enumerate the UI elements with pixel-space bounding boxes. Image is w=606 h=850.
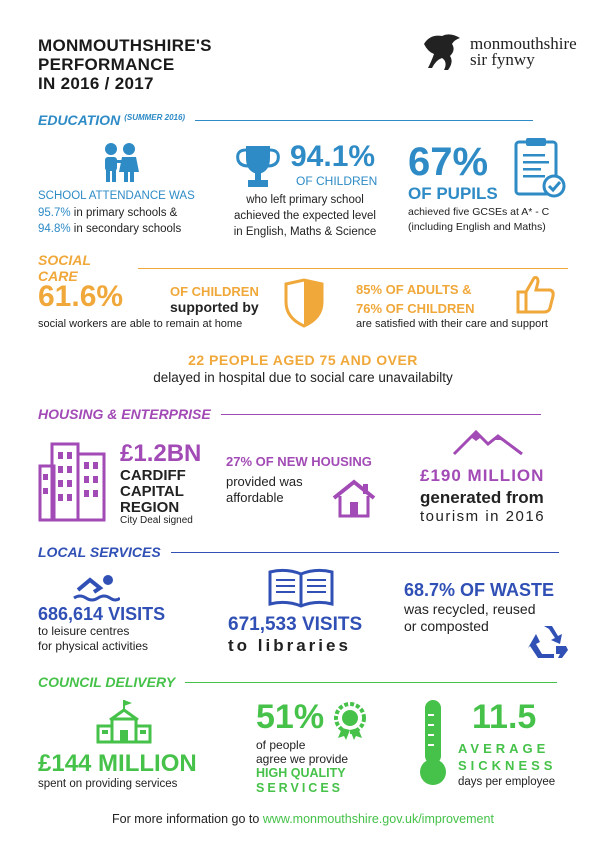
spend-value: £144 MILLION <box>38 750 197 777</box>
sickness-text: days per employee <box>458 776 556 788</box>
waste-value: 68.7% OF WASTE <box>404 580 555 600</box>
affordable-label: OF NEW HOUSING <box>252 454 372 469</box>
children-supported-value: 61.6% <box>38 280 124 313</box>
city-deal-line: CAPITAL <box>120 483 184 500</box>
gcse-label: OF PUPILS <box>408 184 498 203</box>
education-heading-text: EDUCATION <box>38 112 121 128</box>
affordable-text <box>226 474 303 506</box>
housing-heading-text: HOUSING & ENTERPRISE <box>38 406 211 422</box>
thumbs-up-icon <box>514 272 558 316</box>
award-rosette-icon <box>330 700 370 740</box>
satisfaction-headline <box>356 280 474 318</box>
education-subheading: (SUMMER 2016) <box>124 112 186 122</box>
gcse-text-line: (including English and Maths) <box>408 221 546 233</box>
children-supported-label2: supported by <box>170 299 259 315</box>
dragon-icon <box>420 30 464 72</box>
page-title <box>38 36 212 93</box>
quality-text <box>256 738 348 766</box>
quality-text-line: agree we provide <box>256 752 349 766</box>
children-supported-text: social workers are able to remain at home <box>38 318 243 330</box>
affordable-text-line: provided was <box>226 474 303 489</box>
tourism-line-2: generated from <box>420 488 544 507</box>
quality-highlight-line: HIGH QUALITY <box>256 766 346 780</box>
logo-text <box>470 36 577 68</box>
section-divider <box>221 414 541 415</box>
section-heading-local-services <box>38 544 568 560</box>
section-heading-council <box>38 674 568 690</box>
delayed-headline: 22 PEOPLE AGED 75 AND OVER <box>188 352 418 368</box>
spend-text: spent on providing services <box>38 778 178 790</box>
shield-icon <box>282 278 326 328</box>
attendance-primary-text: in primary schools & <box>70 207 178 219</box>
leisure-value: 686,614 VISITS <box>38 604 166 624</box>
city-deal-line: REGION <box>120 499 180 516</box>
school-building-icon <box>96 698 152 744</box>
affordable-value: 27% <box>226 454 253 469</box>
libraries-text: to libraries <box>228 636 351 655</box>
primary-text <box>222 192 388 240</box>
footer-link[interactable]: www.monmouthshire.gov.uk/improvement <box>262 812 494 826</box>
leisure-text-line: to leisure centres <box>38 624 130 638</box>
section-divider <box>171 552 559 553</box>
house-icon <box>330 478 378 518</box>
quality-highlight <box>256 766 346 796</box>
primary-label: OF CHILDREN <box>296 174 378 188</box>
section-heading-housing <box>38 406 568 422</box>
swimmer-icon <box>72 572 120 604</box>
quality-value: 51% <box>256 698 325 736</box>
leisure-text <box>38 624 148 654</box>
logo-line-1: monmouthshire <box>470 34 577 53</box>
attendance-secondary-value: 94.8% <box>38 223 71 235</box>
city-deal-lines <box>120 468 186 516</box>
mountain-icon <box>452 428 524 456</box>
footer <box>0 812 606 826</box>
sickness-line-3: SICKNESS <box>458 758 557 773</box>
title-line-1: MONMOUTHSHIRE'S <box>38 36 212 55</box>
waste-text-line: or composted <box>404 618 489 634</box>
satisfaction-line-1: 85% OF ADULTS & <box>356 282 472 297</box>
section-divider <box>138 268 568 269</box>
social-care-heading-text: SOCIAL CARE <box>38 252 91 284</box>
council-heading-text: COUNCIL DELIVERY <box>38 674 176 690</box>
city-deal-value: £1.2BN <box>120 440 202 467</box>
local-services-heading-text: LOCAL SERVICES <box>38 544 161 560</box>
section-divider <box>185 682 557 683</box>
trophy-icon <box>234 142 282 190</box>
title-line-3: IN 2016 / 2017 <box>38 74 154 93</box>
libraries-value: 671,533 VISITS <box>228 614 363 635</box>
affordable-headline <box>226 454 372 469</box>
attendance-primary-value: 95.7% <box>38 207 71 219</box>
book-icon <box>266 568 336 608</box>
waste-text-line: was recycled, reused <box>404 601 536 617</box>
affordable-text-line: affordable <box>226 490 284 505</box>
tourism-value: £190 MILLION <box>420 466 545 485</box>
children-icon <box>98 140 142 184</box>
buildings-icon <box>38 440 108 522</box>
tourism-line-3: tourism in 2016 <box>420 508 546 525</box>
gcse-text <box>408 205 549 235</box>
sickness-label <box>458 740 556 774</box>
footer-text: For more information go to <box>112 812 263 826</box>
children-supported-label: OF CHILDREN <box>170 284 259 299</box>
sickness-value: 11.5 <box>472 698 537 736</box>
leisure-text-line: for physical activities <box>38 639 149 653</box>
city-deal-note: City Deal signed <box>120 515 193 526</box>
section-heading-education <box>38 112 568 128</box>
logo-line-2: sir fynwy <box>470 50 535 69</box>
quality-text-line: of people <box>256 738 306 752</box>
city-deal-line: CARDIFF <box>120 467 186 484</box>
primary-text-line: achieved the expected level <box>234 210 376 222</box>
title-line-2: PERFORMANCE <box>38 55 175 74</box>
attendance-label: SCHOOL ATTENDANCE WAS <box>38 190 195 202</box>
primary-text-line: who left primary school <box>246 194 364 206</box>
primary-value: 94.1% <box>290 140 376 173</box>
gcse-value: 67% <box>408 140 489 184</box>
thermometer-icon <box>418 698 448 788</box>
attendance-text <box>38 205 181 237</box>
satisfaction-text: are satisfied with their care and support <box>356 318 548 330</box>
quality-highlight-line: SERVICES <box>256 781 343 795</box>
waste-text <box>404 601 536 635</box>
recycle-icon <box>526 620 570 660</box>
attendance-secondary-text: in secondary schools <box>70 223 182 235</box>
gcse-text-line: achieved five GCSEs at A* - C <box>408 206 550 218</box>
satisfaction-line-2: 76% OF CHILDREN <box>356 301 475 316</box>
section-divider <box>195 120 533 121</box>
delayed-text: delayed in hospital due to social care unavailabilty <box>153 370 453 385</box>
primary-text-line: in English, Maths & Science <box>233 226 377 238</box>
sickness-line-2: AVERAGE <box>458 741 550 756</box>
report-icon <box>512 136 568 200</box>
